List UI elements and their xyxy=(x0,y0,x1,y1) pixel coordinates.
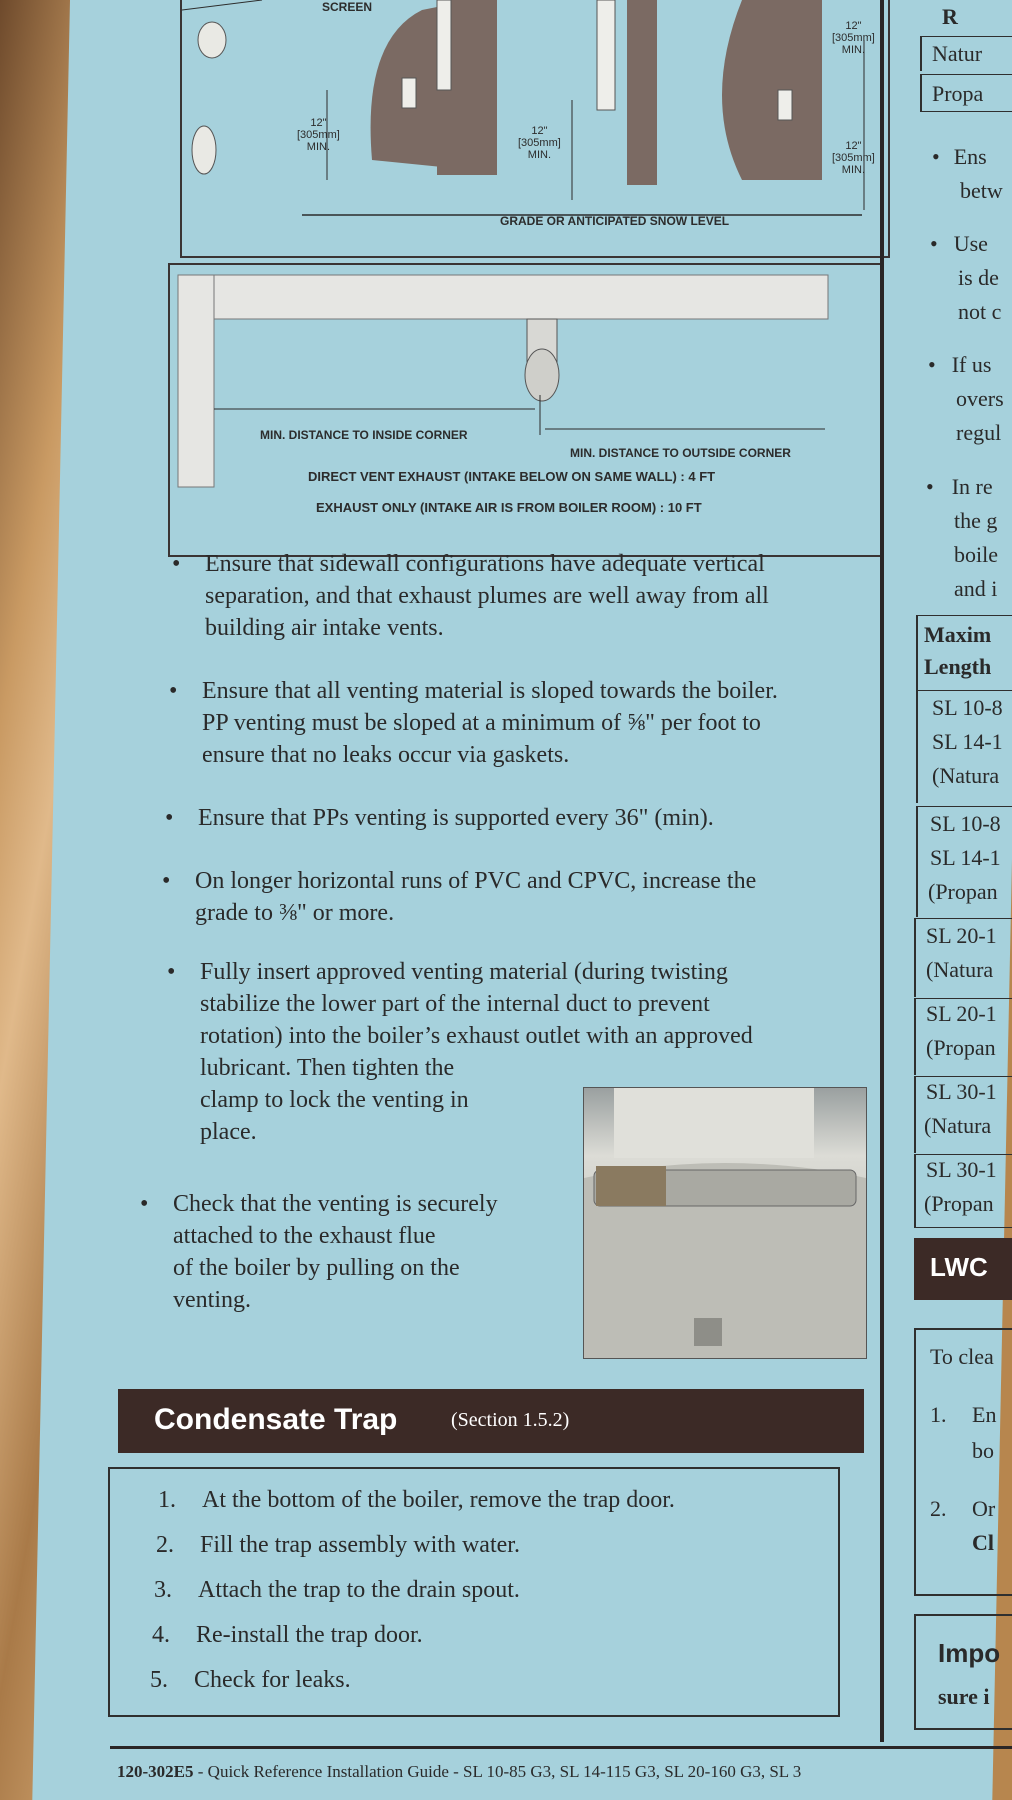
table-header-row: Maxim Length xyxy=(916,615,1012,690)
corner-distance-diagram xyxy=(168,263,882,557)
dim-label-b: 12" [305mm] MIN. xyxy=(518,125,561,161)
table-row: Natur xyxy=(920,36,1012,71)
wall-section-mid xyxy=(627,0,657,185)
vent-pipe-a xyxy=(402,78,416,108)
bullet-item: • In re the g boile and i xyxy=(926,474,998,601)
step-item: 5. Check for leaks. xyxy=(150,1667,351,1693)
screen-leader xyxy=(182,0,262,10)
bullet-item: • Check that the venting is securely attached to the exhaust flue of the boiler by pulling on the venting. xyxy=(140,1191,498,1313)
exhaust-only-label: EXHAUST ONLY (INTAKE AIR IS FROM BOILER ROOM) : 10 FT xyxy=(316,500,702,515)
cleaning-box: To clea 1. En bo 2. Or Cl xyxy=(914,1328,1012,1596)
bullet-item: • If us overs regul xyxy=(928,352,1004,445)
dim-label-a: 12" [305mm] MIN. xyxy=(297,117,340,153)
wall-left xyxy=(178,275,214,487)
wall-section-right xyxy=(722,0,822,180)
table-row: SL 20-1 (Natura xyxy=(914,918,1012,997)
grade-label: GRADE OR ANTICIPATED SNOW LEVEL xyxy=(500,214,730,228)
table-row: Propa xyxy=(920,74,1012,112)
direct-vent-label: DIRECT VENT EXHAUST (INTAKE BELOW ON SAME WALL) : 4 FT xyxy=(308,469,716,484)
bullet-item: • Ensure that sidewall configurations have adequate vertical separation, and that exhaust plumes are well away from all building air intake vents. xyxy=(172,551,769,641)
table-row: SL 30-1 (Propan xyxy=(914,1154,1012,1228)
table-row: SL 20-1 (Propan xyxy=(914,998,1012,1075)
table-row: SL 30-1 (Natura xyxy=(914,1076,1012,1153)
step-item: 1. At the bottom of the boiler, remove the trap door. xyxy=(158,1487,675,1513)
section-reference: (Section 1.5.2) xyxy=(451,1409,570,1431)
lwc-header: LWC xyxy=(914,1238,1012,1300)
dim-label-d: 12" [305mm] MIN. xyxy=(832,140,875,176)
page-footer: 120-302E5 - Quick Reference Installation Guide - SL 10-85 G3, SL 14-115 G3, SL 20-160 G3, SL 3 xyxy=(117,1762,802,1781)
screen-label: SCREEN xyxy=(322,0,373,14)
vent-clearance-diagram xyxy=(180,0,890,258)
bullet-item: • Ensure that PPs venting is supported every 36" (min). xyxy=(165,805,714,831)
vent-cap-lower xyxy=(192,126,216,174)
step-item: 2. Fill the trap assembly with water. xyxy=(156,1532,520,1558)
vent-cap-left xyxy=(198,22,226,58)
clamp-screw xyxy=(596,1166,666,1206)
outside-corner-label: MIN. DISTANCE TO OUTSIDE CORNER xyxy=(570,446,791,460)
important-box: Impo sure i xyxy=(914,1614,1012,1730)
table-row: SL 10-8 SL 14-1 (Propan xyxy=(916,806,1012,917)
column-divider xyxy=(880,0,884,1742)
bullet-item: • Ensure that all venting material is sloped towards the boiler. PP venting must be sloped at a minimum of ⅝" per foot to ensure that no leaks occur via gaskets. xyxy=(169,678,778,768)
wall-top xyxy=(178,275,828,319)
vent-pipe-d xyxy=(778,90,792,120)
table-header: R xyxy=(942,4,958,29)
dim-label-c: 12" [305mm] MIN. xyxy=(832,20,875,56)
table-row: SL 10-8 SL 14-1 (Natura xyxy=(916,690,1012,803)
vent-pipe-photo xyxy=(614,1088,814,1158)
clamp-photo-illustration xyxy=(584,1088,866,1358)
condensate-steps-box xyxy=(108,1467,840,1717)
vent-pipe-b xyxy=(437,0,451,90)
flue-tab xyxy=(694,1318,722,1346)
exhaust-clamp-photo xyxy=(583,1087,867,1359)
bullet-item: • Use is de not c xyxy=(930,231,1002,324)
step-item: 3. Attach the trap to the drain spout. xyxy=(154,1577,520,1603)
footer-rule xyxy=(110,1746,1012,1749)
exhaust-elbow xyxy=(525,349,559,401)
step-item: 4. Re-install the trap door. xyxy=(152,1622,423,1648)
bullet-item: • Fully insert approved venting material (during twisting stabilize the lower part of the internal duct to prevent rotation) into the boiler’s exhaust outlet with an approved lubricant. Then tighten the clamp to lock the venting in place. xyxy=(167,959,753,1145)
bullet-item: • Ens betw xyxy=(932,144,1003,203)
right-column xyxy=(886,0,1012,1740)
condensate-trap-header xyxy=(118,1389,864,1453)
section-title: Condensate Trap xyxy=(154,1403,398,1436)
vent-pipe-c xyxy=(597,0,615,110)
bullet-item: • On longer horizontal runs of PVC and CPVC, increase the grade to ⅜" or more. xyxy=(162,868,757,926)
inside-corner-label: MIN. DISTANCE TO INSIDE CORNER xyxy=(260,428,468,442)
